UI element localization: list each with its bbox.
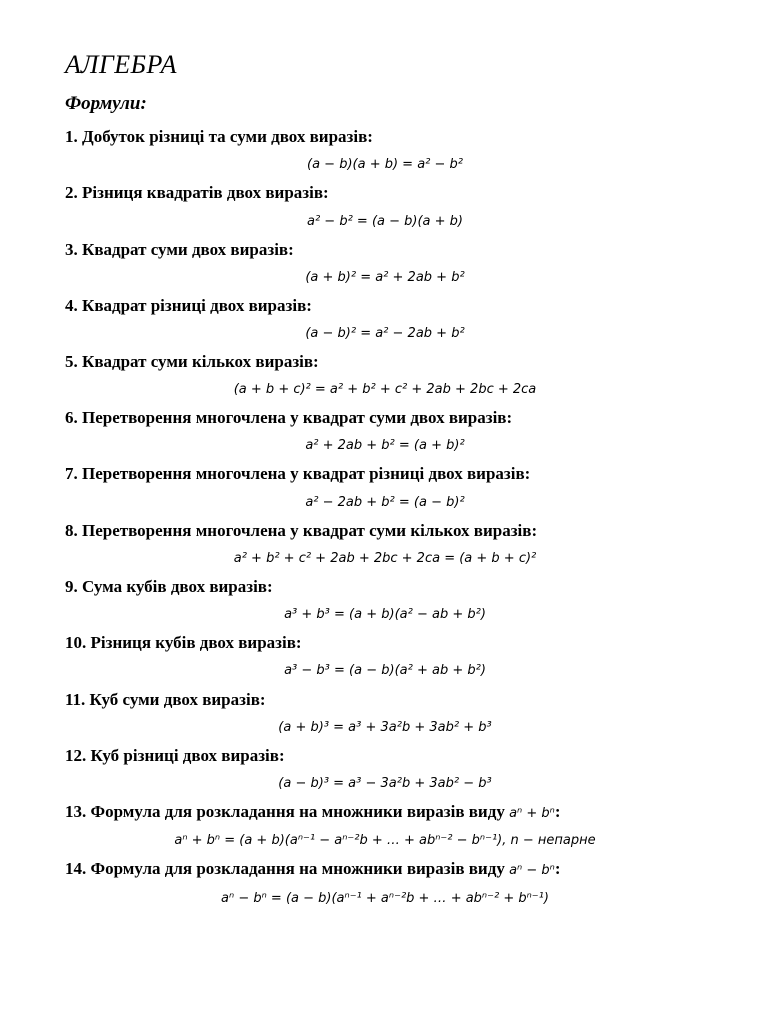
- formula-12: (a − b)³ = a³ − 3a²b + 3ab² − b³: [278, 776, 492, 791]
- page-subtitle: Формули:: [65, 93, 147, 114]
- formula-heading-14-text: 14. Формула для розкладання на множники виразів виду: [65, 859, 505, 878]
- formula-heading-7: 7. Перетворення многочлена у квадрат різниці двох виразів:: [65, 464, 531, 483]
- formula-1: (a − b)(a + b) = a² − b²: [307, 157, 463, 172]
- formula-heading-2: 2. Різниця квадратів двох виразів:: [65, 183, 329, 202]
- formula-heading-9: 9. Сума кубів двох виразів:: [65, 577, 273, 596]
- formula-heading-14: [65, 859, 561, 881]
- formula-heading-5: 5. Квадрат суми кількох виразів:: [65, 352, 319, 371]
- formula-6: a² + 2ab + b² = (a + b)²: [305, 438, 465, 453]
- formula-heading-14-math: aⁿ − bⁿ: [509, 863, 555, 878]
- formula-heading-3: 3. Квадрат суми двох виразів:: [65, 240, 294, 259]
- formula-14: aⁿ − bⁿ = (a − b)(aⁿ⁻¹ + aⁿ⁻²b + … + abⁿ⁻² + bⁿ⁻¹): [221, 891, 549, 906]
- formula-11: (a + b)³ = a³ + 3a²b + 3ab² + b³: [278, 720, 492, 735]
- formula-2: a² − b² = (a − b)(a + b): [307, 214, 463, 229]
- formula-heading-11: 11. Куб суми двох виразів:: [65, 690, 266, 709]
- formula-heading-12: 12. Куб різниці двох виразів:: [65, 746, 285, 765]
- formula-heading-13: [65, 802, 561, 824]
- formula-heading-14-colon: :: [554, 859, 561, 878]
- formula-5: (a + b + c)² = a² + b² + c² + 2ab + 2bc + 2ca: [233, 382, 537, 397]
- formula-7: a² − 2ab + b² = (a − b)²: [305, 495, 465, 510]
- formula-13-note: n − непарне: [510, 833, 596, 848]
- formula-13-body: aⁿ + bⁿ = (a + b)(aⁿ⁻¹ − aⁿ⁻²b + … + abⁿ⁻² − bⁿ⁻¹): [174, 833, 503, 848]
- formula-heading-13-math: aⁿ + bⁿ: [509, 806, 555, 821]
- formula-10: a³ − b³ = (a − b)(a² + ab + b²): [284, 663, 486, 678]
- formula-9: a³ + b³ = (a + b)(a² − ab + b²): [284, 607, 486, 622]
- formula-heading-1: 1. Добуток різниці та суми двох виразів:: [65, 127, 373, 146]
- formula-heading-8: 8. Перетворення многочлена у квадрат суми кількох виразів:: [65, 521, 538, 540]
- formula-13: [65, 832, 705, 850]
- formula-heading-4: 4. Квадрат різниці двох виразів:: [65, 296, 312, 315]
- formula-heading-13-colon: :: [554, 802, 561, 821]
- formula-heading-6: 6. Перетворення многочлена у квадрат суми двох виразів:: [65, 408, 513, 427]
- formula-4: (a − b)² = a² − 2ab + b²: [305, 326, 465, 341]
- formula-heading-10: 10. Різниця кубів двох виразів:: [65, 633, 302, 652]
- formula-3: (a + b)² = a² + 2ab + b²: [305, 270, 465, 285]
- formula-8: a² + b² + c² + 2ab + 2bc + 2ca = (a + b + c)²: [233, 551, 537, 566]
- formula-heading-13-text: 13. Формула для розкладання на множники виразів виду: [65, 802, 505, 821]
- formula-13-sep: ,: [502, 833, 511, 848]
- page-title: АЛГЕБРА: [65, 50, 177, 79]
